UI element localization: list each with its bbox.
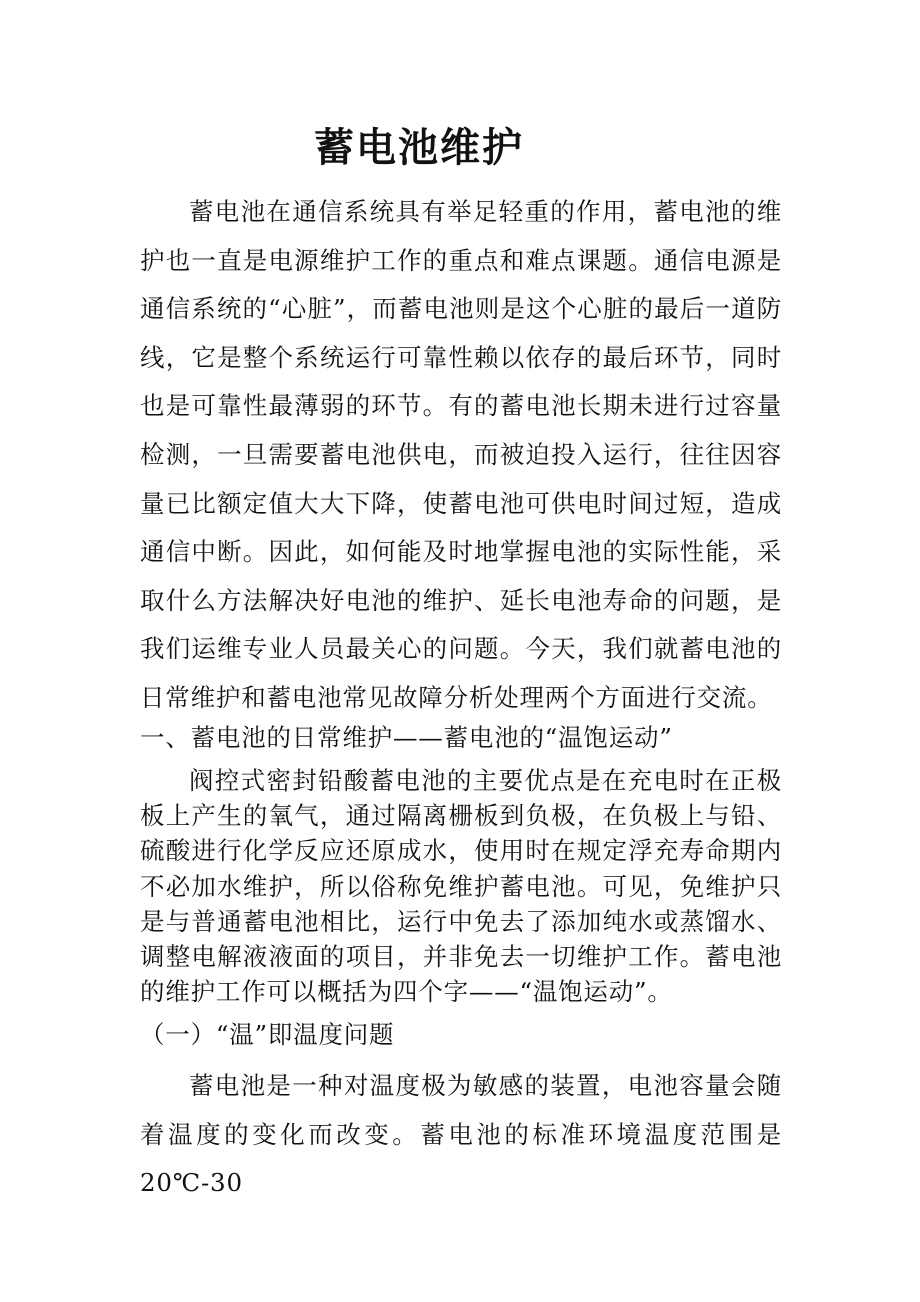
vrla-battery-paragraph: 阀控式密封铅酸蓄电池的主要优点是在充电时在正极板上产生的氧气，通过隔离栅板到负极，在负极上与铅、硫酸进行化学反应还原成水，使用时在规定浮充寿命期内不必加水维护，所以俗称免维护蓄电池。可见，免维护只是与普通蓄电池相比，运行中免去了添加纯水或蒸馏水、调整电解液液面的项目，并非免去一切维护工作。蓄电池的维护工作可以概括为四个字——“温饱运动”。 <box>140 766 782 1007</box>
temperature-paragraph: 蓄电池是一种对温度极为敏感的装置，电池容量会随着温度的变化而改变。蓄电池的标准环境温度范围是 20℃-30 <box>140 1071 782 1198</box>
subsection-heading-temperature: （一）“温”即温度问题 <box>140 1020 395 1049</box>
intro-paragraph: 蓄电池在通信系统具有举足轻重的作用，蓄电池的维护也一直是电源维护工作的重点和难点课题。通信电源是通信系统的“心脏”，而蓄电池则是这个心脏的最后一道防线，它是整个系统运行可靠性赖以依存的最后环节，同时也是可靠性最薄弱的环节。有的蓄电池长期未进行过容量检测，一旦需要蓄电池供电，而被迫投入运行，往往因容量已比额定值大大下降，使蓄电池可供电时间过短，造成通信中断。因此，如何能及时地掌握电池的实际性能，采取什么方法解决好电池的维护、延长电池寿命的问题，是我们运维专业人员最关心的问题。今天，我们就蓄电池的日常维护和蓄电池常见故障分析处理两个方面进行交流。 <box>140 197 782 712</box>
section-heading-daily-maintenance: 一、蓄电池的日常维护——蓄电池的“温饱运动” <box>140 723 673 752</box>
document-title: 蓄电池维护 <box>314 125 524 171</box>
